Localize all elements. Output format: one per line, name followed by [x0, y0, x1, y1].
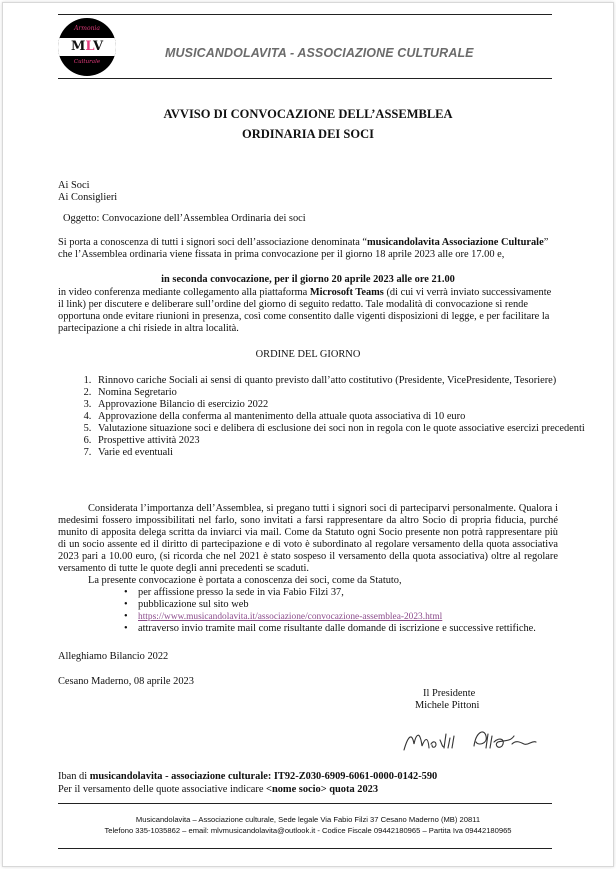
- brand-header-text: MUSICANDOLAVITA - ASSOCIAZIONE CULTURALE: [165, 46, 474, 60]
- signatory-role: Il Presidente: [423, 688, 476, 699]
- agenda-item: 5. Valutazione situazione soci e delibera di esclusione dei soci non in regola con le quote associative esercizi precedenti: [94, 423, 594, 435]
- participation-paragraph: Considerata l’importanza dell’Assemblea, si pregano tutti i signori soci di parteciparvi personalmente. Qualora i medesimi fossero impossibilitati nel farlo, sono invitati a farsi rappresentare da altro Socio di propria fiducia, purché munito di apposita delega scritta da inviarci via mail. Come da Statuto ogni Socio presente non potrà rappresentare più di un socio assente ed il diritto di partecipazione e di voto è subordinato al regolare versamento della quota associativa 2023 pari a 10.00 euro, (si ricorda che nel 2021 è stato sospeso il versamento della quota associativa) oltre al regolare versamento di tutte le quote degli anni precedenti se scaduti.: [58, 503, 558, 574]
- agenda-item: 1. Rinnovo cariche Sociali ai sensi di quanto previsto dall’atto costitutivo (Presidente, VicePresidente, Tesoriere): [94, 375, 594, 387]
- handwritten-signature: [398, 714, 548, 762]
- agenda-item: 4. Approvazione della conferma al mantenimento della attuale quota associativa di 10 euro: [94, 411, 594, 423]
- header-bottom-rule: [58, 78, 552, 79]
- document-title-line1: AVVISO DI CONVOCAZIONE DELL’ASSEMBLEA: [163, 107, 453, 121]
- agenda-list: [62, 375, 594, 459]
- footer-top-rule: [58, 803, 552, 804]
- recipients-consiglieri: Ai Consiglieri: [58, 192, 118, 203]
- footer-contacts: Telefono 335-1035862 – email: mlvmusicandolavita@outlook.it - Codice Fiscale 09442180965 – Partita Iva 09442180965: [104, 826, 512, 835]
- document-title-line2: ORDINARIA DEI SOCI: [242, 127, 374, 141]
- header-top-rule: [58, 14, 552, 15]
- recipients-soci: Ai Soci: [58, 180, 90, 191]
- agenda-item: 2. Nomina Segretario: [94, 387, 594, 399]
- footer-address: Musicandolavita – Associazione culturale, Sede legale Via Fabio Filzi 37 Cesano Maderno (MB) 20811: [135, 815, 481, 824]
- list-item: • per affissione presso la sede in via Fabio Filzi 37,: [138, 587, 578, 599]
- iban-line: Iban di musicandolavita - associazione culturale: IT92-Z030-6909-6061-0000-0142-590: [58, 771, 438, 782]
- attachment-note: Alleghiamo Bilancio 2022: [58, 651, 169, 662]
- second-call-line: in seconda convocazione, per il giorno 20 aprile 2023 alle ore 21.00: [161, 274, 455, 285]
- meeting-modality-paragraph: in video conferenza mediante collegamento alla piattaforma Microsoft Teams (di cui vi verrà inviato successivamente il link) per discutere e deliberare sull’ordine del giorno di seguito redatto. Tale modalità di convocazione si rende opportuna onde evitare riunioni in presenza, così come consentito dalle vigenti disposizioni di legge, e per facilitare la partecipazione a chi risiede in altra località.: [58, 287, 552, 334]
- publication-methods-list: [118, 587, 578, 635]
- footer-bottom-rule: [58, 848, 552, 849]
- place-date: Cesano Maderno, 08 aprile 2023: [58, 676, 194, 687]
- agenda-heading: ORDINE DEL GIORNO: [255, 349, 361, 360]
- payment-note: Per il versamento delle quote associative indicare <nome socio> quota 2023: [58, 784, 379, 795]
- subject-line: Oggetto: Convocazione dell’Assemblea Ordinaria dei soci: [63, 213, 306, 224]
- list-item: • pubblicazione sul sito web: [138, 599, 578, 611]
- publication-intro: La presente convocazione è portata a conoscenza dei soci, come da Statuto,: [88, 575, 402, 586]
- list-item: • attraverso invio tramite mail come risultante dalle domande di iscrizione e successive rettifiche.: [138, 623, 578, 635]
- agenda-item: 7. Varie ed eventuali: [94, 447, 594, 459]
- agenda-item: 3. Approvazione Bilancio di esercizio 2022: [94, 399, 594, 411]
- convocation-link[interactable]: https://www.musicandolavita.it/associazione/convocazione-assemblea-2023.html: [138, 612, 443, 622]
- intro-paragraph: Si porta a conoscenza di tutti i signori soci dell’associazione denominata “musicandolavita Associazione Culturale” che l’Assemblea ordinaria viene fissata in prima convocazione per il giorno 18 aprile 2023 alle ore 17.00 e,: [58, 237, 549, 260]
- agenda-item: 6. Prospettive attività 2023: [94, 435, 594, 447]
- association-logo: Armonia MLV Culturale: [58, 18, 116, 76]
- signatory-name: Michele Pittoni: [415, 700, 480, 711]
